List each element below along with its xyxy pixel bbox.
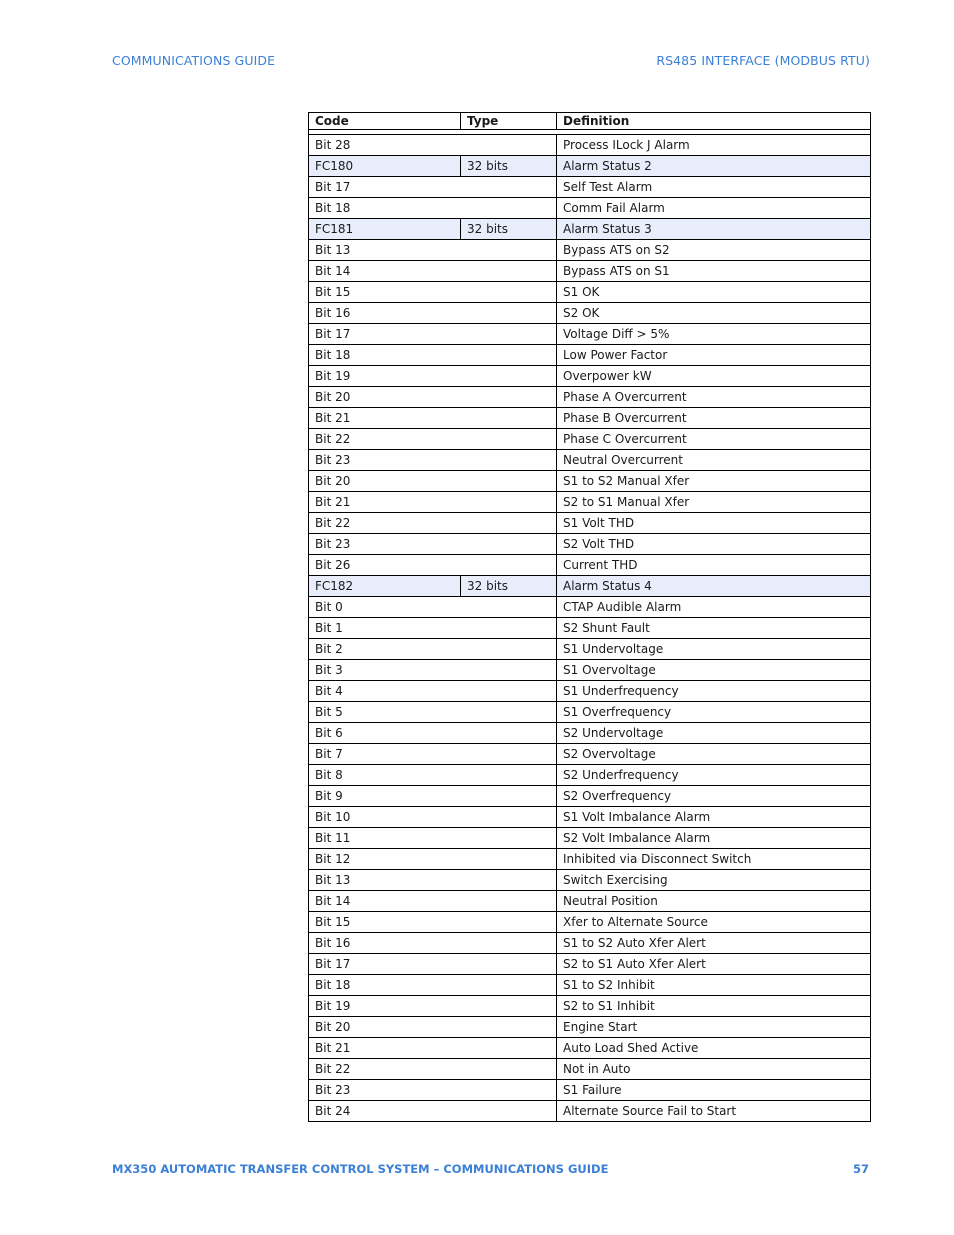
table-row — [309, 534, 871, 555]
table-row — [309, 870, 871, 891]
cell-code: Bit 5 — [309, 702, 557, 723]
table-row — [309, 891, 871, 912]
cell-definition: S2 Volt Imbalance Alarm — [557, 828, 871, 849]
table-row — [309, 261, 871, 282]
cell-code: Bit 20 — [309, 387, 557, 408]
cell-definition: S1 Overvoltage — [557, 660, 871, 681]
table-row — [309, 912, 871, 933]
cell-definition: S2 to S1 Inhibit — [557, 996, 871, 1017]
cell-code: Bit 22 — [309, 513, 557, 534]
cell-code: Bit 24 — [309, 1101, 557, 1122]
cell-code: Bit 2 — [309, 639, 557, 660]
cell-definition: S2 Overvoltage — [557, 744, 871, 765]
cell-type: 32 bits — [461, 156, 557, 177]
table-row — [309, 555, 871, 576]
cell-code: Bit 13 — [309, 870, 557, 891]
table-row — [309, 450, 871, 471]
cell-code: Bit 18 — [309, 975, 557, 996]
table-row — [309, 933, 871, 954]
cell-definition: Low Power Factor — [557, 345, 871, 366]
cell-code: Bit 10 — [309, 807, 557, 828]
column-header-code: Code — [309, 113, 461, 130]
cell-code: Bit 16 — [309, 933, 557, 954]
table-body — [309, 130, 871, 1122]
cell-definition: S1 Underfrequency — [557, 681, 871, 702]
cell-definition: S1 to S2 Manual Xfer — [557, 471, 871, 492]
table-row — [309, 1017, 871, 1038]
cell-code: Bit 0 — [309, 597, 557, 618]
header-chapter-title: RS485 INTERFACE (MODBUS RTU) — [656, 53, 870, 68]
cell-definition: Switch Exercising — [557, 870, 871, 891]
cell-definition: S1 to S2 Auto Xfer Alert — [557, 933, 871, 954]
cell-definition: Bypass ATS on S2 — [557, 240, 871, 261]
cell-code: Bit 17 — [309, 177, 557, 198]
cell-code: Bit 28 — [309, 135, 557, 156]
table-row — [309, 345, 871, 366]
cell-code: Bit 6 — [309, 723, 557, 744]
cell-code: Bit 16 — [309, 303, 557, 324]
table-row — [309, 135, 871, 156]
cell-type: 32 bits — [461, 219, 557, 240]
table-row — [309, 954, 871, 975]
cell-code: Bit 22 — [309, 429, 557, 450]
cell-code: Bit 22 — [309, 1059, 557, 1080]
cell-definition: S1 Failure — [557, 1080, 871, 1101]
cell-definition: Engine Start — [557, 1017, 871, 1038]
table-row — [309, 849, 871, 870]
cell-code: Bit 17 — [309, 954, 557, 975]
table-row — [309, 1038, 871, 1059]
table-row — [309, 429, 871, 450]
table-row — [309, 744, 871, 765]
cell-definition: Self Test Alarm — [557, 177, 871, 198]
cell-definition: Alarm Status 3 — [557, 219, 871, 240]
table-row — [309, 618, 871, 639]
column-header-definition: Definition — [557, 113, 871, 130]
table-row — [309, 177, 871, 198]
cell-definition: S2 Volt THD — [557, 534, 871, 555]
cell-definition: Overpower kW — [557, 366, 871, 387]
cell-code: Bit 18 — [309, 345, 557, 366]
cell-code: Bit 20 — [309, 1017, 557, 1038]
table-row — [309, 702, 871, 723]
cell-definition: S2 Undervoltage — [557, 723, 871, 744]
cell-definition: Alarm Status 2 — [557, 156, 871, 177]
cell-code: Bit 14 — [309, 261, 557, 282]
table-row — [309, 1101, 871, 1122]
cell-code: Bit 23 — [309, 1080, 557, 1101]
cell-definition: Alarm Status 4 — [557, 576, 871, 597]
cell-code: Bit 20 — [309, 471, 557, 492]
cell-code: Bit 21 — [309, 492, 557, 513]
cell-definition: S2 Overfrequency — [557, 786, 871, 807]
cell-code: Bit 19 — [309, 996, 557, 1017]
cell-definition: Inhibited via Disconnect Switch — [557, 849, 871, 870]
table-row — [309, 282, 871, 303]
table-row — [309, 387, 871, 408]
cell-definition: Not in Auto — [557, 1059, 871, 1080]
cell-definition: S1 Volt THD — [557, 513, 871, 534]
cell-definition: Phase A Overcurrent — [557, 387, 871, 408]
cell-code: Bit 12 — [309, 849, 557, 870]
cell-definition: CTAP Audible Alarm — [557, 597, 871, 618]
cell-code: Bit 23 — [309, 534, 557, 555]
table-header-row — [309, 113, 871, 130]
cell-definition: Alternate Source Fail to Start — [557, 1101, 871, 1122]
table-row — [309, 471, 871, 492]
cell-code: Bit 15 — [309, 282, 557, 303]
cell-code: Bit 26 — [309, 555, 557, 576]
table-row — [309, 786, 871, 807]
cell-code: Bit 19 — [309, 366, 557, 387]
table-row — [309, 723, 871, 744]
cell-code: Bit 4 — [309, 681, 557, 702]
table-row — [309, 324, 871, 345]
table-row — [309, 828, 871, 849]
table-row — [309, 1059, 871, 1080]
cell-definition: Auto Load Shed Active — [557, 1038, 871, 1059]
table-row-function-code — [309, 219, 871, 240]
cell-code: Bit 9 — [309, 786, 557, 807]
cell-definition: S1 Undervoltage — [557, 639, 871, 660]
table-row — [309, 597, 871, 618]
cell-definition: Phase C Overcurrent — [557, 429, 871, 450]
table-row — [309, 408, 871, 429]
cell-definition: S2 OK — [557, 303, 871, 324]
cell-code: Bit 1 — [309, 618, 557, 639]
cell-definition: Current THD — [557, 555, 871, 576]
table-row — [309, 366, 871, 387]
cell-code: Bit 17 — [309, 324, 557, 345]
table-row — [309, 639, 871, 660]
cell-code: Bit 7 — [309, 744, 557, 765]
cell-code: Bit 11 — [309, 828, 557, 849]
cell-definition: S1 Volt Imbalance Alarm — [557, 807, 871, 828]
cell-code: FC180 — [309, 156, 461, 177]
cell-definition: Comm Fail Alarm — [557, 198, 871, 219]
table-row — [309, 975, 871, 996]
header-section-title: COMMUNICATIONS GUIDE — [112, 53, 276, 68]
column-header-type: Type — [461, 113, 557, 130]
cell-code: Bit 3 — [309, 660, 557, 681]
cell-definition: S2 to S1 Auto Xfer Alert — [557, 954, 871, 975]
cell-definition: Neutral Position — [557, 891, 871, 912]
cell-definition: S2 to S1 Manual Xfer — [557, 492, 871, 513]
table-row — [309, 513, 871, 534]
table-row — [309, 660, 871, 681]
cell-definition: Voltage Diff > 5% — [557, 324, 871, 345]
cell-type: 32 bits — [461, 576, 557, 597]
cell-definition: S1 Overfrequency — [557, 702, 871, 723]
page-number: 57 — [852, 1162, 869, 1176]
table-row — [309, 492, 871, 513]
table-row-function-code — [309, 576, 871, 597]
cell-code: Bit 13 — [309, 240, 557, 261]
cell-definition: Xfer to Alternate Source — [557, 912, 871, 933]
cell-definition: Neutral Overcurrent — [557, 450, 871, 471]
cell-definition: Bypass ATS on S1 — [557, 261, 871, 282]
cell-definition: S2 Shunt Fault — [557, 618, 871, 639]
cell-code: Bit 18 — [309, 198, 557, 219]
cell-code: FC181 — [309, 219, 461, 240]
cell-code: Bit 21 — [309, 1038, 557, 1059]
cell-definition: S2 Underfrequency — [557, 765, 871, 786]
cell-code: Bit 8 — [309, 765, 557, 786]
cell-definition: Process ILock J Alarm — [557, 135, 871, 156]
table-row — [309, 807, 871, 828]
table-row — [309, 198, 871, 219]
cell-definition: S1 OK — [557, 282, 871, 303]
cell-definition: Phase B Overcurrent — [557, 408, 871, 429]
table-row-function-code — [309, 156, 871, 177]
register-table — [308, 112, 871, 1122]
table-row — [309, 303, 871, 324]
table-row — [309, 1080, 871, 1101]
cell-definition: S1 to S2 Inhibit — [557, 975, 871, 996]
cell-code: Bit 15 — [309, 912, 557, 933]
table-row — [309, 765, 871, 786]
cell-code: Bit 14 — [309, 891, 557, 912]
footer-document-title: MX350 AUTOMATIC TRANSFER CONTROL SYSTEM – COMMUNICATIONS GUIDE — [112, 1162, 609, 1176]
cell-code: Bit 21 — [309, 408, 557, 429]
cell-code: FC182 — [309, 576, 461, 597]
table-row — [309, 996, 871, 1017]
table-row — [309, 681, 871, 702]
table-row — [309, 240, 871, 261]
cell-code: Bit 23 — [309, 450, 557, 471]
